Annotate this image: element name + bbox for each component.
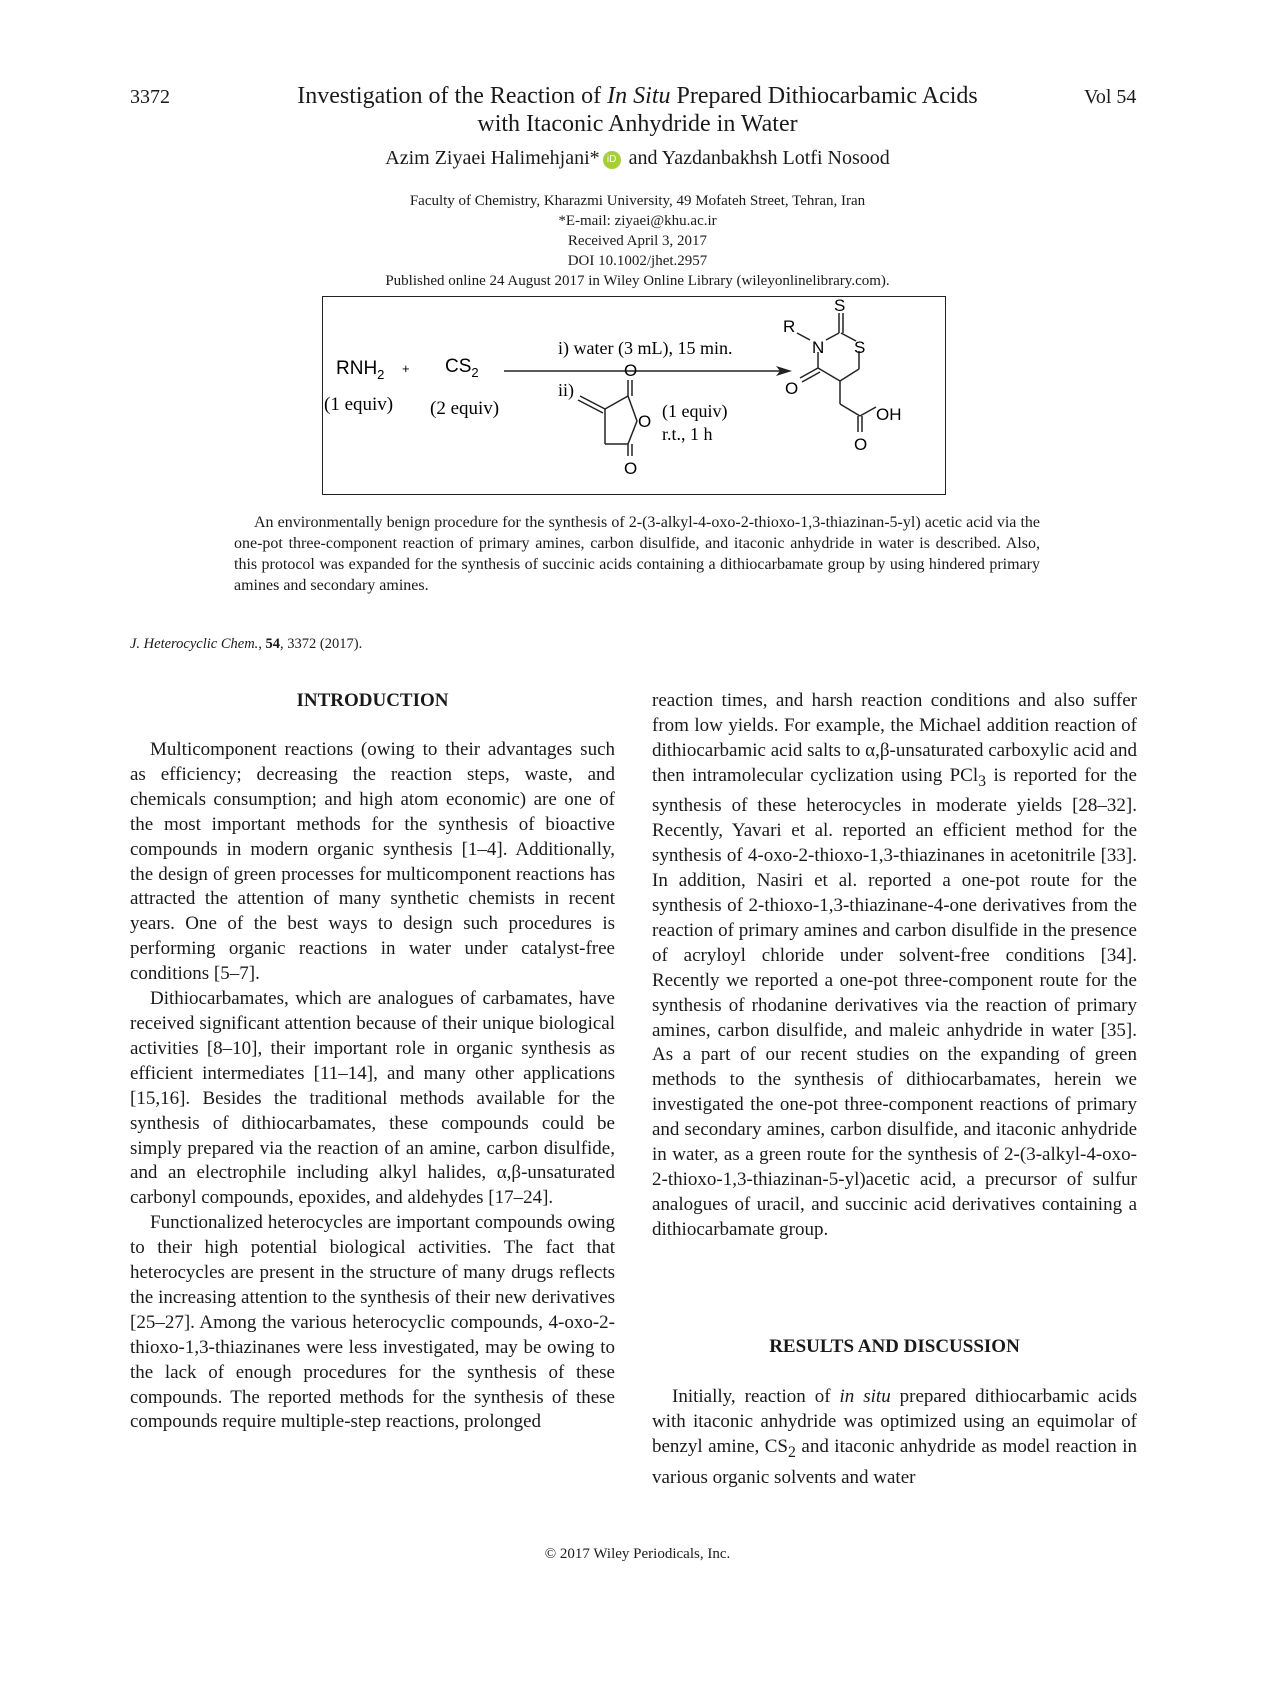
paragraph: Multicomponent reactions (owing to their advantages such as efficiency; decreasing the reaction steps, waste, and chemicals consumption; and high atom economic) are one of the most important methods for the synthesis of bioactive compounds in modern organic synthesis [1–4]. Additionally, the design of green processes for multicomponent reactions has attracted the attention of many synthetic chemists in recent years. One of the best ways to design such procedures is performing organic reactions in water under catalyst-free conditions [5–7].: [130, 739, 615, 985]
paragraph-text: prepared dithiocarbamic acids with itaconic anhydride was optimized using an equimolar of benzyl amine, CS: [652, 1386, 1138, 1457]
doi: DOI 10.1002/jhet.2957: [567, 253, 708, 269]
citation-pages: , 3372 (2017).: [280, 636, 363, 652]
step-1-conditions: i) water (3 mL), 15 min.: [558, 338, 733, 358]
reagent-amine: $RNH_2$: [336, 358, 385, 382]
product-structure: [797, 313, 876, 432]
section-heading-results: RESULTS AND DISCUSSION: [769, 1336, 1020, 1357]
paragraph-text: is reported for the synthesis of these heterocycles in moderate yields [28–32]. Recently, Yavari et al. reported an efficient method for the synthesis of 4-oxo-2-thioxo-1,3-thiazinanes in acetonitrile [33]. In addition, Nasiri et al. reported a one-pot route for the synthesis of 2-thioxo-1,3-thiazinane-4-one derivatives from the reaction of primary amines and carbon disulfide in the presence of acryloyl chloride under solvent-free conditions [34]. Recently we reported a one-pot three-component route for the synthesis of rhodanine derivatives via the reaction of primary amines, carbon disulfide, and maleic anhydride in water [35]. As a part of our recent studies on the expanding of green methods to the synthesis of dithiocarbamates, herein we investigated the one-pot three-component reactions of primary and secondary amines, carbon disulfide, and itaconic anhydride in water, as a green route for the synthesis of 2-(3-alkyl-4-oxo-2-thioxo-1,3-thiazinan-5-yl)acetic acid, a precursor of sulfur analogues of uracil, and succinic acid derivatives containing a dithiocarbamate group.: [652, 764, 1137, 1240]
article-meta: [250, 191, 1025, 291]
atom-label: N: [812, 338, 825, 357]
subscript: 2: [788, 1443, 796, 1461]
amine-equiv: (1 equiv): [324, 394, 394, 415]
volume-label: Vol 54: [1084, 86, 1137, 108]
right-column: [652, 689, 1137, 1243]
atom-label: S: [854, 338, 866, 357]
anhydride-equiv: (1 equiv): [662, 401, 728, 421]
reaction-conditions: r.t., 1 h: [662, 424, 713, 444]
atom-label: O: [854, 435, 868, 454]
affiliation: Faculty of Chemistry, Kharazmi University, 49 Mofateh Street, Tehran, Iran: [409, 193, 866, 209]
step-2-label: ii): [558, 380, 574, 400]
atom-label: O: [624, 361, 638, 380]
atom-label: S: [834, 296, 846, 315]
title-text: Prepared Dithiocarbamic Acids: [670, 83, 978, 109]
italic-text: in situ: [839, 1386, 891, 1407]
paragraph: [652, 1385, 1137, 1490]
abstract: An environmentally benign procedure for the synthesis of 2-(3-alkyl-4-oxo-2-thioxo-1,3-thiazinan-5-yl) acetic acid via the one-pot three-component reaction of primary amines, carbon disulfide, and itaconic anhydride in water is described. Also, this protocol was expanded for the synthesis of succinic acids containing a dithiocarbamate group by using hindered primary amines and secondary amines.: [234, 514, 1040, 594]
atom-label: O: [638, 412, 652, 431]
atom-label: O: [785, 379, 799, 398]
copyright-footer: © 2017 Wiley Periodicals, Inc.: [544, 1546, 731, 1562]
citation-separator: ,: [258, 636, 266, 652]
title-text: with Itaconic Anhydride in Water: [477, 111, 798, 137]
reagent-cs2: $CS_2$: [445, 356, 479, 380]
reaction-scheme: [322, 296, 946, 495]
title-italic: In Situ: [607, 83, 671, 109]
atom-label: R: [783, 317, 796, 336]
email: *E-mail: ziyaei@khu.ac.ir: [558, 213, 717, 229]
results-column: [652, 1385, 1137, 1490]
published-info: Published online 24 August 2017 in Wiley Online Library (wileyonlinelibrary.com).: [385, 273, 890, 289]
paragraph-text: and itaconic anhydride as model reaction in various organic solvents and water: [652, 1435, 1138, 1488]
plus-sign: +: [402, 361, 410, 376]
paragraph: Dithiocarbamates, which are analogues of carbamates, have received significant attention because of their unique biological activities [8–10], their important role in organic synthesis as efficient intermediates [11–14], and many other applications [15,16]. Besides the traditional methods available for the synthesis of dithiocarbamates, these compounds could be simply prepared via the reaction of an amine, carbon disulfide, and an electrophile including alkyl halides, α,β-unsaturated carbonyl compounds, epoxides, and aldehydes [17–24].: [130, 988, 615, 1209]
itaconic-anhydride-structure: [578, 380, 637, 456]
atom-label: OH: [876, 405, 902, 424]
journal-name: J. Heterocyclic Chem.: [130, 636, 259, 652]
section-heading-introduction: INTRODUCTION: [296, 690, 449, 711]
subscript: 3: [978, 772, 987, 790]
cs2-equiv: (2 equiv): [430, 398, 500, 419]
citation: [130, 636, 362, 653]
left-column: [130, 738, 615, 1435]
page-number: 3372: [130, 86, 170, 108]
received-date: Received April 3, 2017: [567, 233, 708, 249]
orcid-icon[interactable]: iD: [603, 151, 621, 169]
paragraph: [652, 689, 1137, 1243]
article-title: [250, 82, 1025, 138]
title-text: Investigation of the Reaction of: [297, 83, 608, 109]
paragraph-text: Initially, reaction of: [672, 1386, 840, 1407]
authors: [250, 147, 1025, 170]
citation-volume: 54: [265, 636, 281, 652]
paragraph: Functionalized heterocycles are important compounds owing to their high potential biological activities. The fact that heterocycles are present in the structure of many drugs reflects the increasing attention to the synthesis of their new derivatives [25–27]. Among the various heterocyclic compounds, 4-oxo-2-thioxo-1,3-thiazinanes were less investigated, may be owing to the lack of enough procedures for the synthesis of these compounds. The reported methods for the synthesis of these compounds require multiple-step reactions, prolonged: [130, 1212, 615, 1433]
paragraph-text: reaction times, and harsh reaction conditions and also suffer from low yields. For example, the Michael addition reaction of dithiocarbamic acid salts to α,β-unsaturated carboxylic acid and then intramolecular cyclization using PCl: [652, 690, 1137, 786]
atom-label: O: [624, 459, 638, 478]
author-name: and Yazdanbakhsh Lotfi Nosood: [623, 147, 890, 169]
author-name: Azim Ziyaei Halimehjani*: [385, 147, 600, 169]
